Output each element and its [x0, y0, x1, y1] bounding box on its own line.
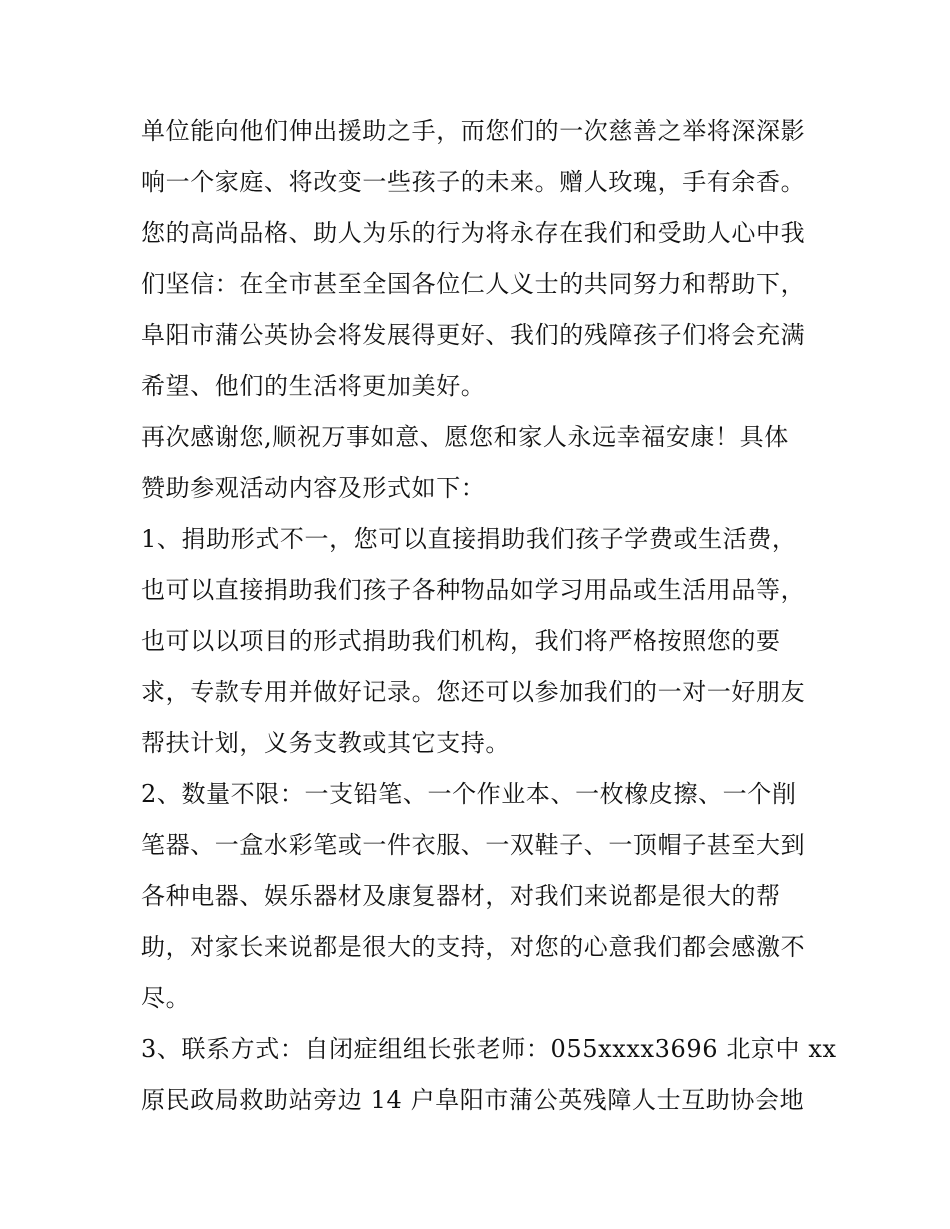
text-line: 再次感谢您,顺祝万事如意、愿您和家人永远幸福安康！具体 [141, 423, 789, 451]
text-line: 赞助参观活动内容及形式如下： [141, 474, 486, 502]
text-line: 求，专款专用并做好记录。您还可以参加我们的一对一好朋友 [141, 678, 806, 706]
text-line: 希望、他们的生活将更加美好。 [141, 372, 486, 400]
text-line: 各种电器、娱乐器材及康复器材，对我们来说都是很大的帮 [141, 882, 781, 910]
text-line: 帮扶计划，义务支教或其它支持。 [141, 729, 510, 757]
text-line: 您的高尚品格、助人为乐的行为将永存在我们和受助人心中我 [141, 219, 806, 247]
text-line: 们坚信：在全市甚至全国各位仁人义士的共同努力和帮助下， [141, 270, 806, 298]
text-line: 阜阳市蒲公英协会将发展得更好、我们的残障孩子们将会充满 [141, 321, 806, 349]
text-line: 也可以以项目的形式捐助我们机构，我们将严格按照您的要 [141, 627, 781, 655]
text-line: 助，对家长来说都是很大的支持，对您的心意我们都会感激不 [141, 933, 806, 961]
text-line: 2、数量不限：一支铅笔、一个作业本、一枚橡皮擦、一个削 [141, 780, 797, 808]
document-body [141, 106, 837, 1126]
text-line: 也可以直接捐助我们孩子各种物品如学习用品或生活用品等， [141, 576, 806, 604]
text-line: 原民政局救助站旁边 14 户阜阳市蒲公英残障人士互助协会地 [141, 1086, 805, 1114]
text-line: 响一个家庭、将改变一些孩子的未来。赠人玫瑰，手有余香。 [141, 168, 806, 196]
text-line: 单位能向他们伸出援助之手，而您们的一次慈善之举将深深影 [141, 117, 806, 145]
text-line: 1、捐助形式不一，您可以直接捐助我们孩子学费或生活费， [141, 525, 797, 553]
text-line: 笔器、一盒水彩笔或一件衣服、一双鞋子、一顶帽子甚至大到 [141, 831, 806, 859]
text-line: 3、联系方式：自闭症组组长张老师：055xxxx3696 北京中 xx [141, 1035, 837, 1063]
text-line: 尽。 [141, 984, 191, 1012]
